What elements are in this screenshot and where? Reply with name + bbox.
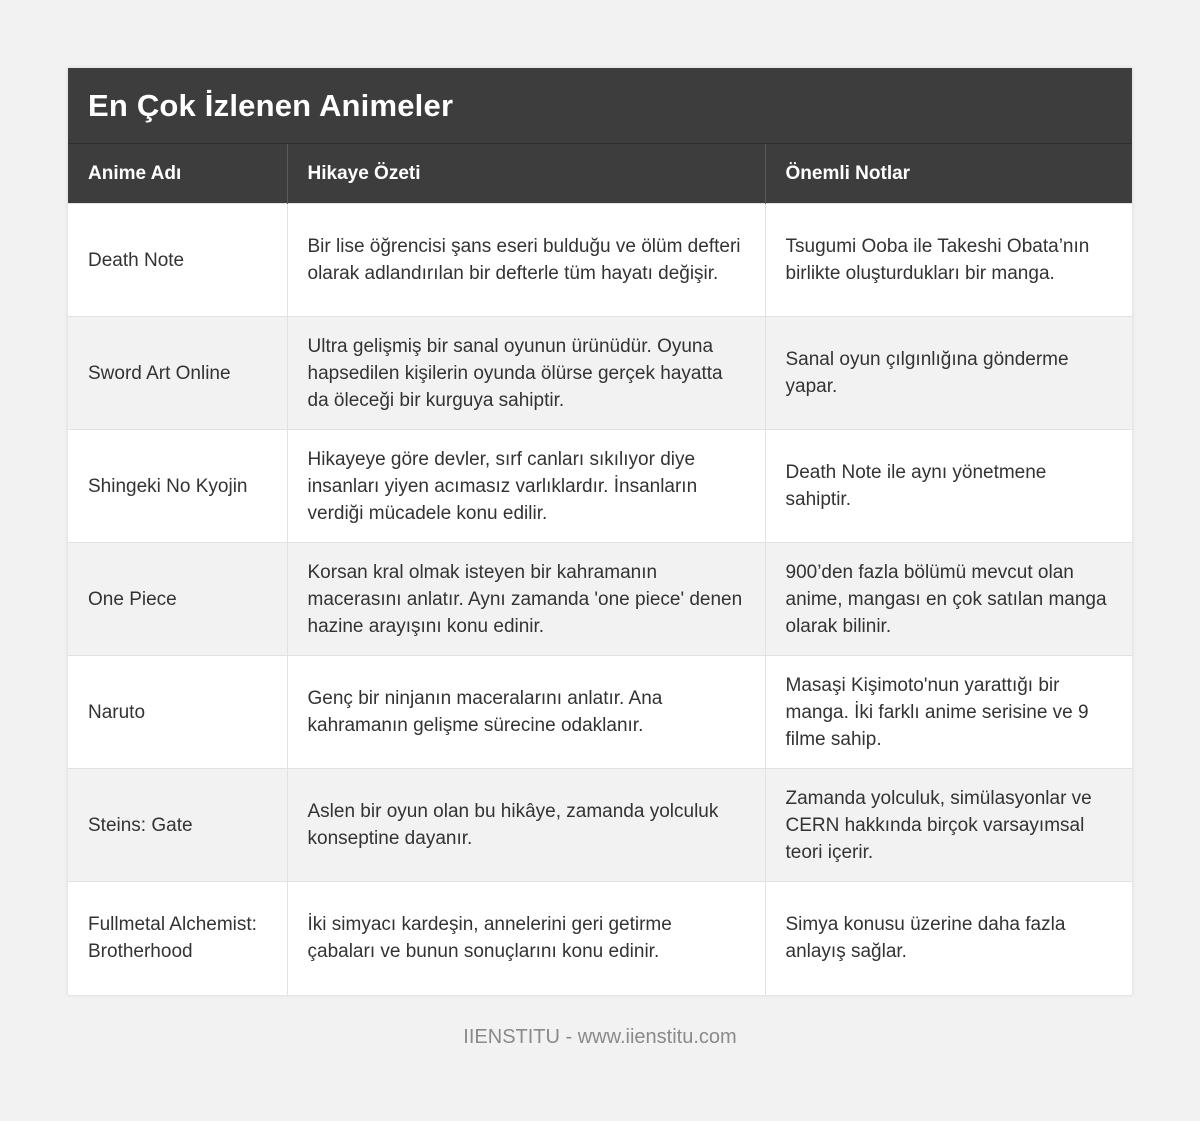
anime-name-cell: Sword Art Online xyxy=(68,317,287,430)
story-summary-cell: Genç bir ninjanın maceralarını anlatır. Ana kahramanın gelişme sürecine odaklanır. xyxy=(287,656,765,769)
story-summary-cell: Hikayeye göre devler, sırf canları sıkılıyor diye insanları yiyen acımasız varlıklardır. İnsanların verdiği mücadele konu edilir. xyxy=(287,430,765,543)
anime-name-cell: Naruto xyxy=(68,656,287,769)
column-header-story-summary: Hikaye Özeti xyxy=(287,144,765,204)
important-notes-cell: Death Note ile aynı yönetmene sahiptir. xyxy=(765,430,1132,543)
anime-name-cell: Death Note xyxy=(68,204,287,317)
story-summary-cell: Aslen bir oyun olan bu hikâye, zamanda yolculuk konseptine dayanır. xyxy=(287,769,765,882)
anime-name-cell: Steins: Gate xyxy=(68,769,287,882)
anime-name-cell: Shingeki No Kyojin xyxy=(68,430,287,543)
table-row xyxy=(68,204,1132,317)
story-summary-cell: Korsan kral olmak isteyen bir kahramanın macerasını anlatır. Aynı zamanda 'one piece' denen hazine arayışını konu edinir. xyxy=(287,543,765,656)
important-notes-cell: Zamanda yolculuk, simülasyonlar ve CERN hakkında birçok varsayımsal teori içerir. xyxy=(765,769,1132,882)
anime-table xyxy=(68,143,1132,995)
page-title: En Çok İzlenen Animeler xyxy=(88,87,454,123)
table-row xyxy=(68,882,1132,995)
important-notes-cell: Simya konusu üzerine daha fazla anlayış sağlar. xyxy=(765,882,1132,995)
table-row xyxy=(68,769,1132,882)
table-row xyxy=(68,656,1132,769)
column-header-important-notes: Önemli Notlar xyxy=(765,144,1132,204)
important-notes-cell: 900’den fazla bölümü mevcut olan anime, mangası en çok satılan manga olarak bilinir. xyxy=(765,543,1132,656)
table-row xyxy=(68,543,1132,656)
table-title-bar xyxy=(68,68,1132,143)
story-summary-cell: Ultra gelişmiş bir sanal oyunun ürünüdür. Oyuna hapsedilen kişilerin oyunda ölürse gerçek hayatta da öleceği bir kurguya sahiptir. xyxy=(287,317,765,430)
table-row xyxy=(68,430,1132,543)
story-summary-cell: İki simyacı kardeşin, annelerini geri getirme çabaları ve bunun sonuçlarını konu edinir. xyxy=(287,882,765,995)
table-header-row xyxy=(68,144,1132,204)
anime-table-card xyxy=(68,68,1132,995)
anime-name-cell: One Piece xyxy=(68,543,287,656)
footer-credit: IIENSTITU - www.iienstitu.com xyxy=(463,1026,737,1048)
column-header-anime-name: Anime Adı xyxy=(68,144,287,204)
table-row xyxy=(68,317,1132,430)
important-notes-cell: Masaşi Kişimoto'nun yarattığı bir manga. İki farklı anime serisine ve 9 filme sahip. xyxy=(765,656,1132,769)
important-notes-cell: Sanal oyun çılgınlığına gönderme yapar. xyxy=(765,317,1132,430)
story-summary-cell: Bir lise öğrencisi şans eseri bulduğu ve ölüm defteri olarak adlandırılan bir defterle tüm hayatı değişir. xyxy=(287,204,765,317)
anime-name-cell: Fullmetal Alchemist: Brotherhood xyxy=(68,882,287,995)
important-notes-cell: Tsugumi Ooba ile Takeshi Obata’nın birlikte oluşturdukları bir manga. xyxy=(765,204,1132,317)
